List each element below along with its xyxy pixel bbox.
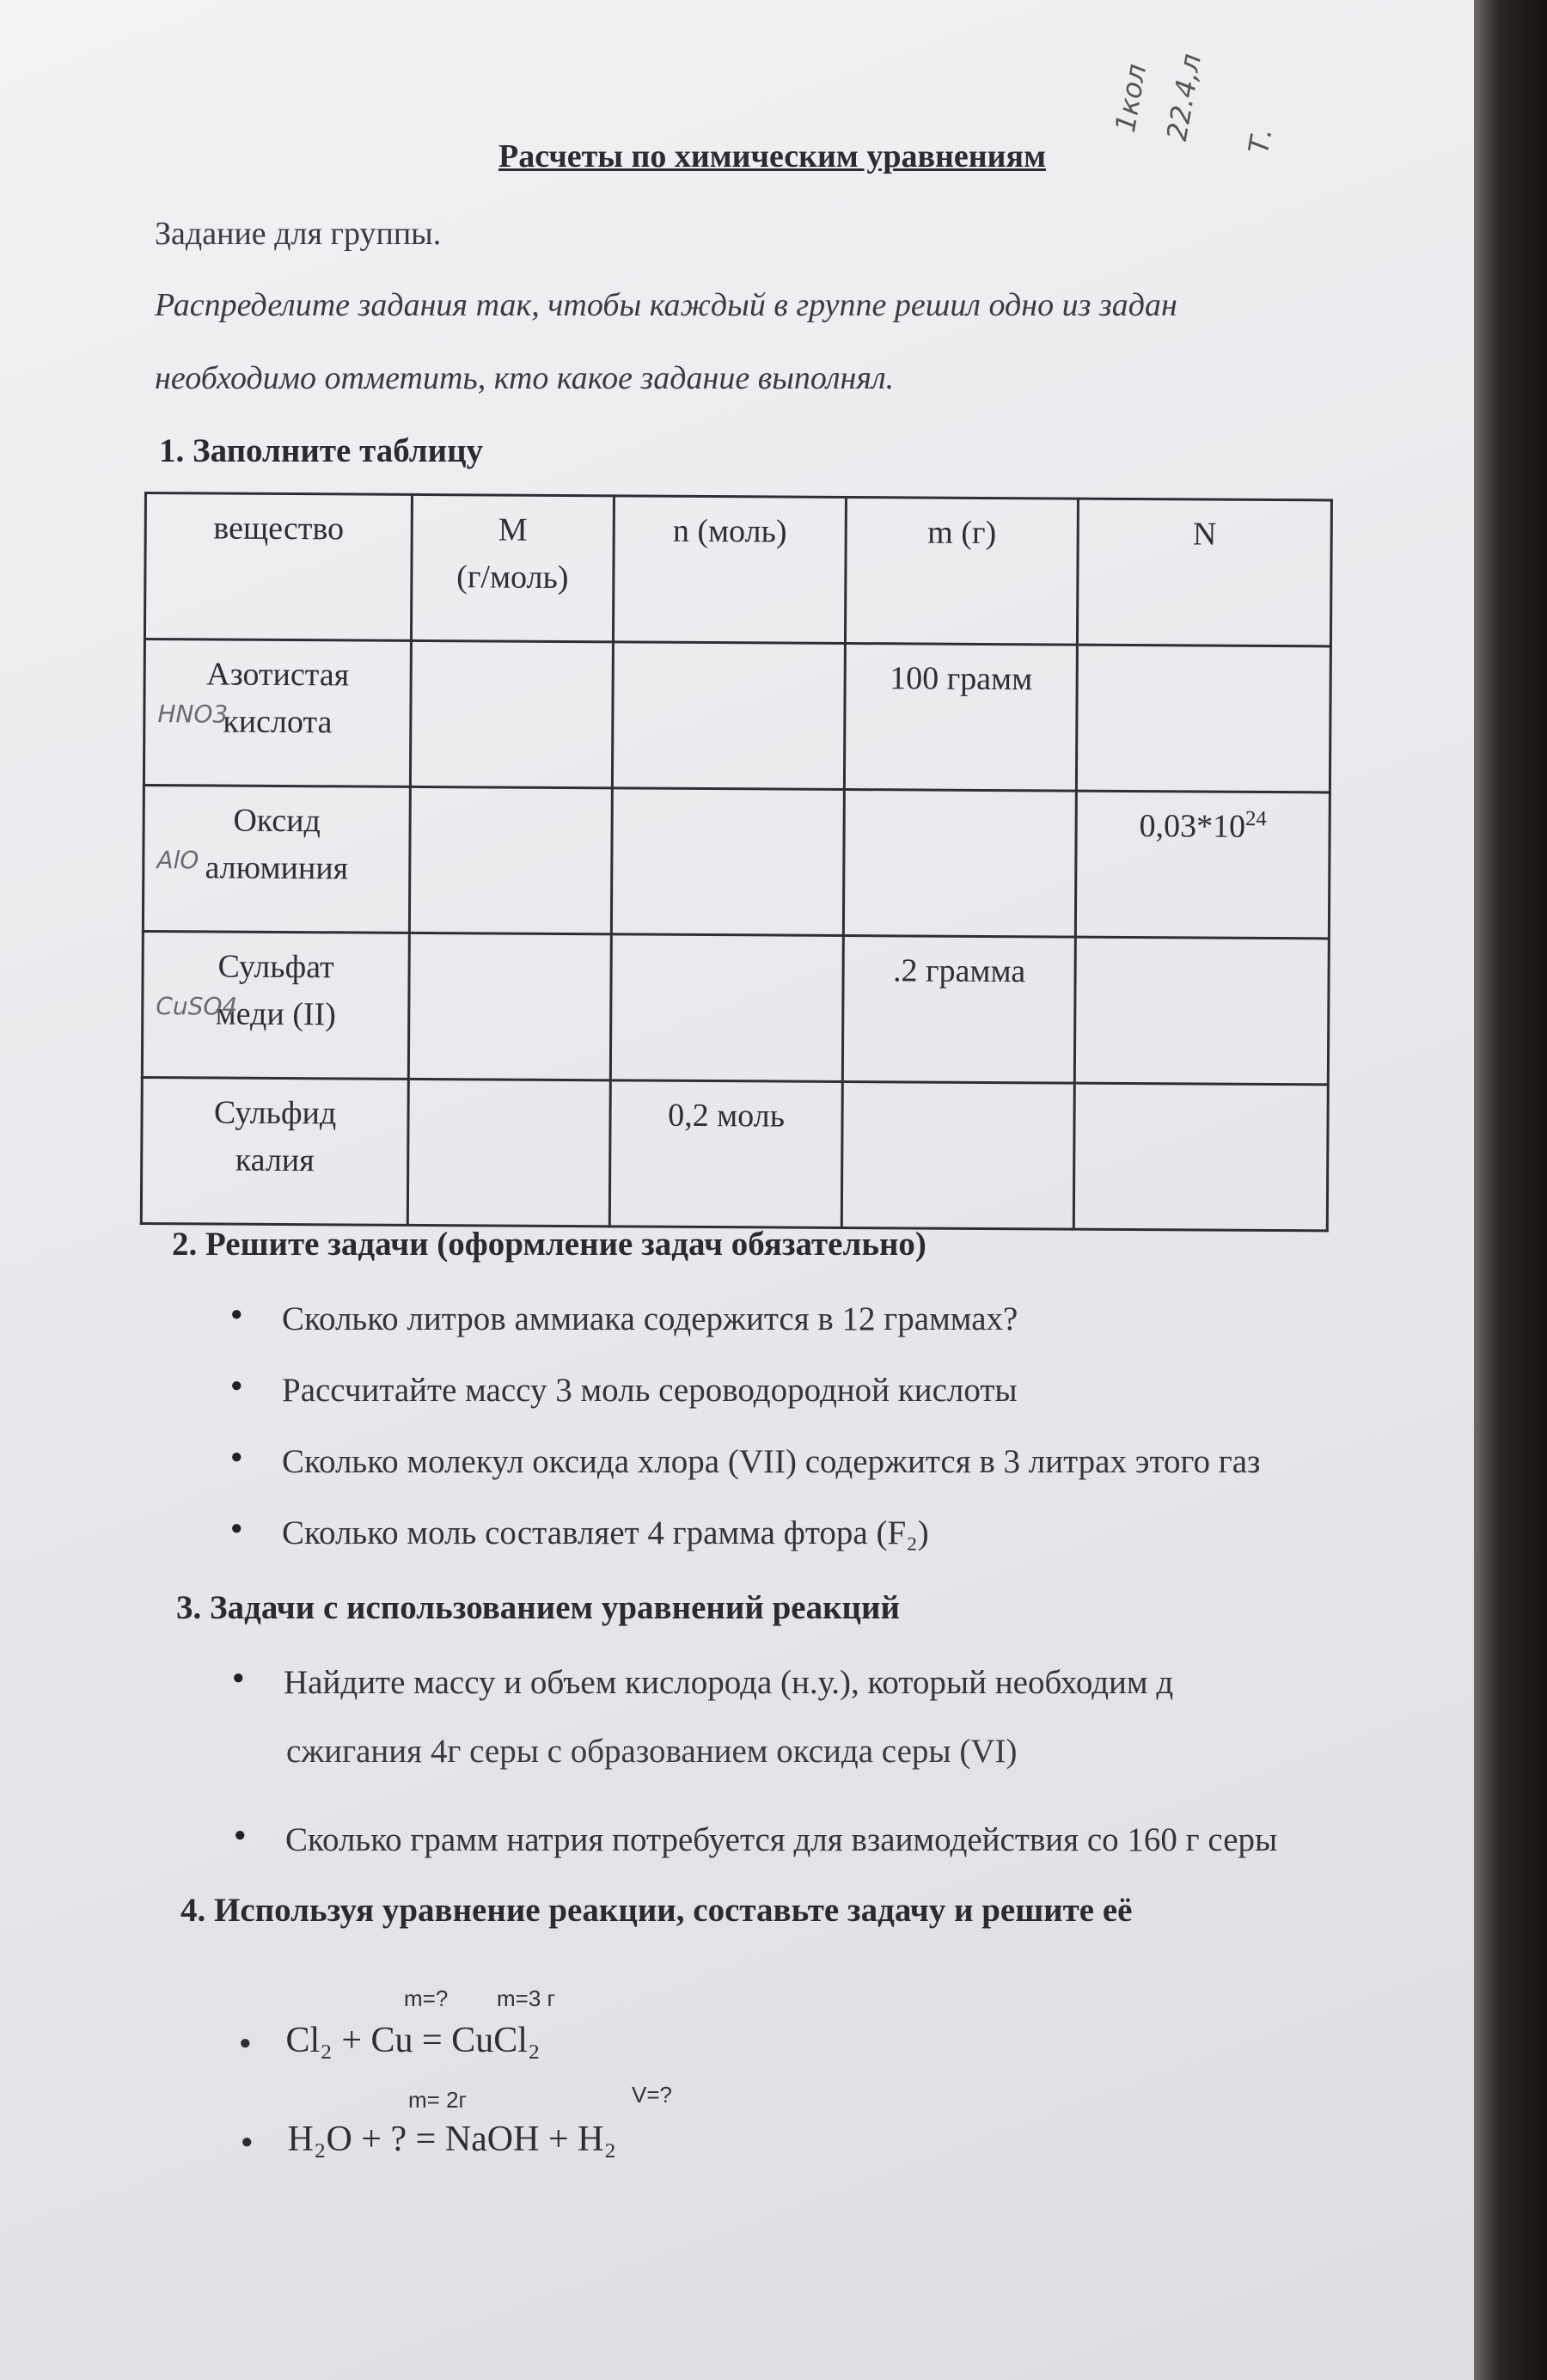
table-header: N <box>1077 499 1331 646</box>
list-item: ● Сколько моль составляет 4 грамма фтора (F₂) <box>230 1514 1260 1552</box>
list-item: ● Рассчитайте массу 3 моль сероводородной кислоты <box>230 1371 1260 1410</box>
substance-cell: Сульфид калия <box>141 1077 408 1225</box>
section-3-list <box>232 1663 1173 1702</box>
intro-line: Задание для группы. <box>155 216 442 252</box>
section-3-list <box>234 1820 1277 1859</box>
table-row <box>141 1077 1328 1230</box>
margin-note: Т. <box>1242 125 1279 156</box>
moles-cell <box>612 642 845 790</box>
intro-line: необходимо отметить, кто какое задание выполнял. <box>155 360 895 396</box>
margin-note: 22.4,л <box>1160 51 1208 144</box>
mass-cell: .2 грамма <box>842 935 1075 1083</box>
table-row <box>143 786 1330 939</box>
section-2-heading: 2. Решите задачи (оформление задач обязательно) <box>172 1226 926 1263</box>
substance-cell: Сульфат меди (II) CuSO4 <box>142 931 409 1079</box>
moles-cell <box>611 788 844 936</box>
table-row <box>142 931 1329 1084</box>
intro-line: Распределите задания так, чтобы каждый в группе решил одно из задан <box>155 287 1177 323</box>
moles-cell <box>610 934 843 1082</box>
list-item: ● Сколько молекул оксида хлора (VII) содержится в 3 литрах этого газ <box>230 1442 1260 1481</box>
table-header: вещество <box>144 493 412 641</box>
mass-cell <box>841 1081 1074 1229</box>
bullet-icon: ● <box>239 2031 252 2054</box>
table-header: m (г) <box>845 497 1078 645</box>
bullet-icon: ● <box>241 2130 254 2153</box>
mass-cell <box>843 789 1076 937</box>
handwritten-formula: CuSO4 <box>156 992 238 1021</box>
equation-label: m=? <box>404 1985 449 2011</box>
equation-label: m=3 г <box>497 1985 556 2011</box>
section-1-heading: 1. Заполните таблицу <box>159 432 484 469</box>
table-row <box>144 639 1330 792</box>
mass-cell: 100 грамм <box>844 643 1077 791</box>
margin-note: 1кол <box>1109 61 1153 135</box>
handwritten-formula: HNO3 <box>157 700 229 729</box>
list-item: ● Найдите массу и объем кислорода (н.у.), который необходим д <box>232 1663 1173 1702</box>
moles-cell: 0,2 моль <box>609 1080 842 1228</box>
table-header: n (моль) <box>613 496 846 644</box>
table-header: M (г/моль) <box>411 494 614 641</box>
molar-mass-cell <box>409 786 612 933</box>
molar-mass-cell <box>410 640 613 787</box>
substance-cell: Оксид алюминия AlO <box>143 786 410 933</box>
list-item: ● Сколько литров аммиака содержится в 12 граммах? <box>230 1300 1260 1338</box>
section-2-list <box>230 1300 1260 1552</box>
particles-cell <box>1076 645 1330 792</box>
handwritten-formula: AlO <box>156 846 199 875</box>
table-header-row <box>144 493 1331 646</box>
background-edge <box>1474 0 1547 2380</box>
equation-label: V=? <box>632 2082 672 2108</box>
document-title: Расчеты по химическим уравнениям <box>498 138 1046 174</box>
list-item-continuation: сжигания 4г серы с образованием оксида серы (VI) <box>286 1733 1018 1770</box>
equation-label: m= 2г <box>408 2087 468 2113</box>
list-item: ● Сколько грамм натрия потребуется для взаимодействия со 160 г серы <box>234 1820 1277 1859</box>
substance-cell: Азотистая кислота HNO3 <box>144 639 411 787</box>
particles-cell <box>1074 937 1329 1085</box>
data-table <box>140 492 1333 1232</box>
particles-cell: $0,03*10^{24}$ <box>1075 791 1330 939</box>
particles-cell <box>1073 1083 1328 1231</box>
equation-2: ● H₂O + ? = NaOH + H₂ <box>241 2120 617 2159</box>
section-4-heading: 4. Используя уравнение реакции, составьте задачу и решите её <box>180 1892 1133 1929</box>
molar-mass-cell <box>407 1079 610 1226</box>
molar-mass-cell <box>408 933 611 1080</box>
section-3-heading: 3. Задачи с использованием уравнений реакций <box>176 1589 900 1626</box>
equation-1: ● Cl₂ + Cu = CuCl₂ <box>239 2021 541 2060</box>
